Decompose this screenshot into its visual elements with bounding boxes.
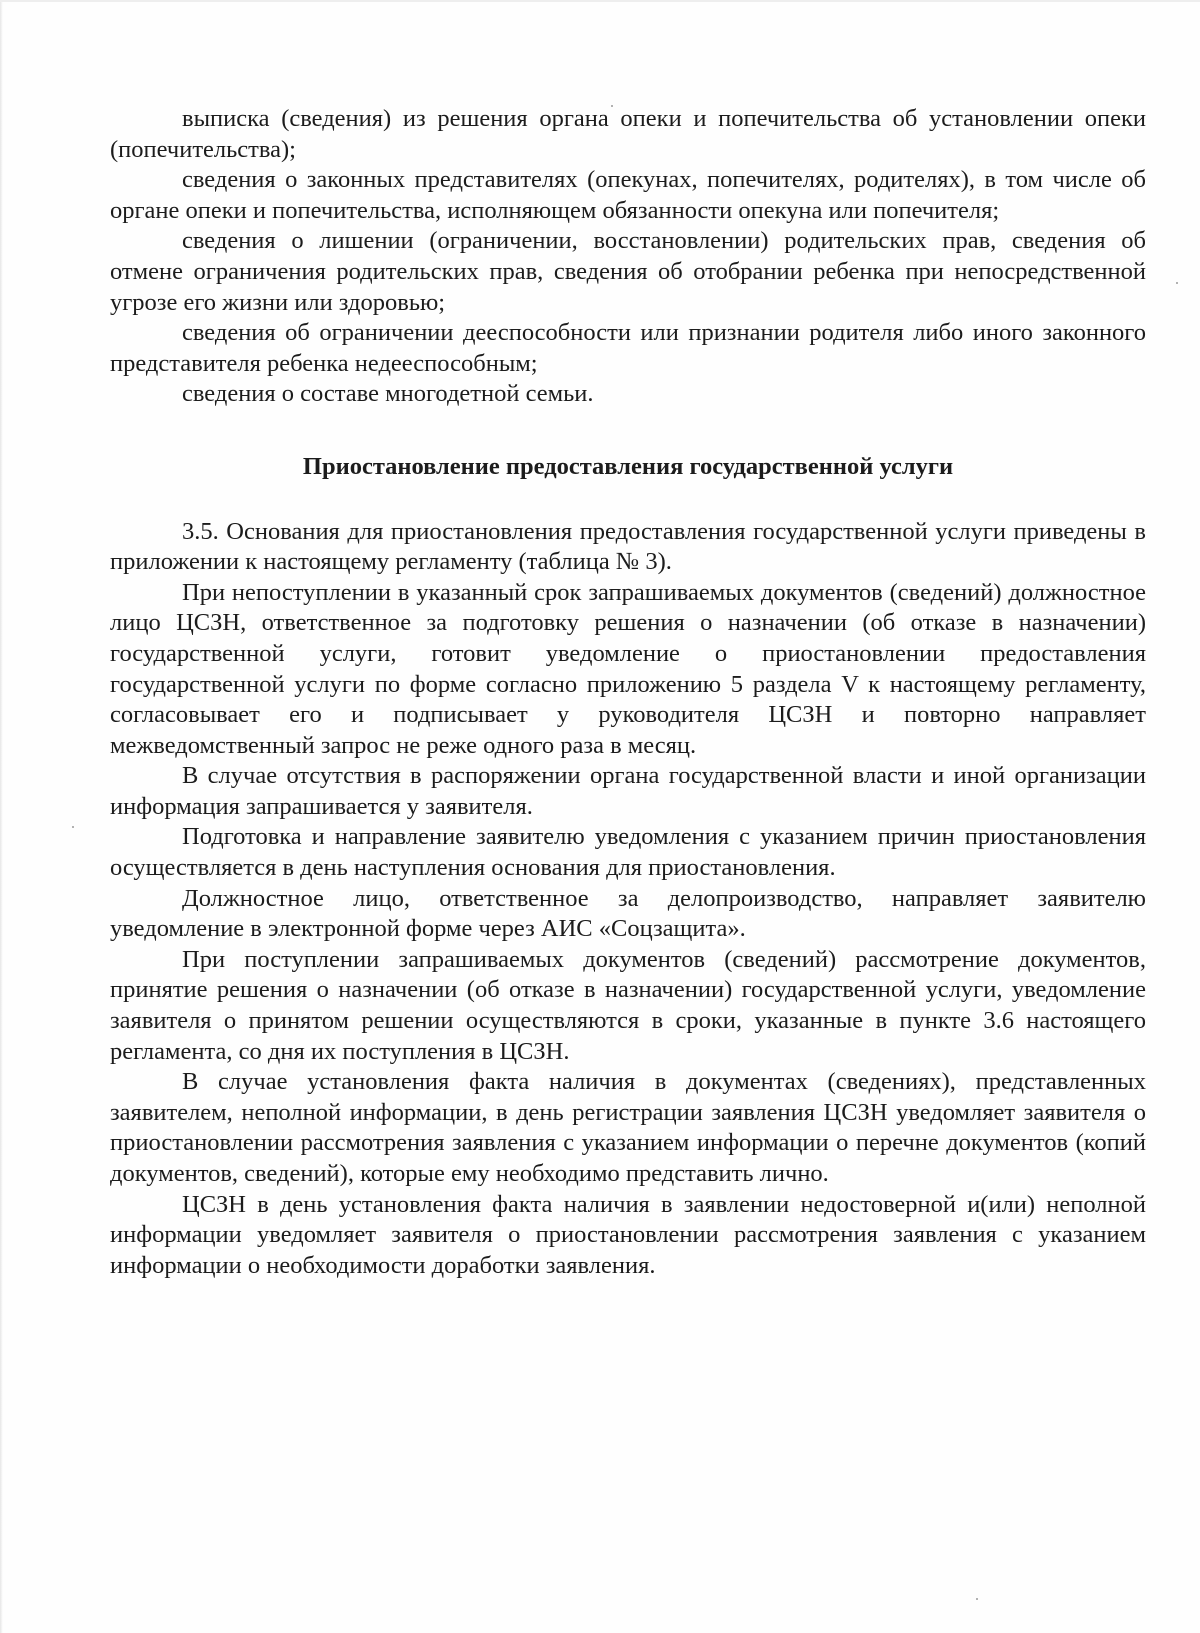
- intro-paragraph: сведения о законных представителях (опекунах, попечителях, родителях), в том числе об органе опеки и попечительства, исполняющем обязанности опекуна или попечителя;: [110, 166, 1146, 224]
- section-paragraph: 3.5. Основания для приостановления предоставления государственной услуги приведены в приложении к настоящему регламенту (таблица № 3).: [110, 517, 1146, 576]
- intro-paragraph: сведения об ограничении дееспособности или признании родителя либо иного законного представителя ребенка недееспособным;: [110, 319, 1146, 377]
- section-heading: Приостановление предоставления государственной услуги: [302, 452, 954, 480]
- section-paragraph: При поступлении запрашиваемых документов (сведений) рассмотрение документов, принятие решения о назначении (об отказе в назначении) государственной услуги, уведомление заявителя о принятом решении осуществляются в сроки, указанные в пункте 3.6 настоящего регламента, со дня их поступления в ЦСЗН.: [110, 945, 1146, 1065]
- scan-speck: [976, 1598, 978, 1600]
- intro-paragraph: сведения о лишении (ограничении, восстановлении) родительских прав, сведения об отмене ограничения родительских прав, сведения об отобрании ребенка при непосредственной угрозе его жизни или здоровью;: [110, 227, 1146, 316]
- section-paragraph: Должностное лицо, ответственное за делопроизводство, направляет заявителю уведомление в электронной форме через АИС «Соцзащита».: [110, 884, 1146, 943]
- scan-speck: [72, 826, 74, 828]
- scan-edge-top: [0, 0, 1200, 2]
- section-paragraph: В случае установления факта наличия в документах (сведениях), представленных заявителем, неполной информации, в день регистрации заявления ЦСЗН уведомляет заявителя о приостановлении рассмотрения заявления с указанием информации о перечне документов (копий документов, сведений), которые ему необходимо представить лично.: [110, 1068, 1146, 1187]
- section-paragraph: ЦСЗН в день установления факта наличия в заявлении недостоверной и(или) неполной информации уведомляет заявителя о приостановлении рассмотрения заявления с указанием информации о необходимости доработки заявления.: [110, 1190, 1146, 1279]
- section-paragraph: Подготовка и направление заявителю уведомления с указанием причин приостановления осуществляется в день наступления основания для приостановления.: [110, 823, 1146, 882]
- section-paragraph: При непоступлении в указанный срок запрашиваемых документов (сведений) должностное лицо ЦСЗН, ответственное за подготовку решения о назначении (об отказе в назначении) государственной услуги, готовит уведомление о приостановлении предоставления государственной услуги по форме согласно приложению 5 раздела V к настоящему регламенту, согласовывает его и подписывает у руководителя ЦСЗН и повторно направляет межведомственный запрос не реже одного раза в месяц.: [110, 578, 1146, 759]
- section-paragraph: В случае отсутствия в распоряжении органа государственной власти и иной организации информация запрашивается у заявителя.: [110, 762, 1146, 820]
- intro-paragraph: сведения о составе многодетной семьи.: [182, 380, 594, 408]
- intro-paragraph: выписка (сведения) из решения органа опеки и попечительства об установлении опеки (попечительства);: [110, 105, 1146, 163]
- document-body: [110, 104, 1146, 1281]
- scan-speck: [1176, 282, 1178, 284]
- scan-edge-left: [0, 0, 3, 1633]
